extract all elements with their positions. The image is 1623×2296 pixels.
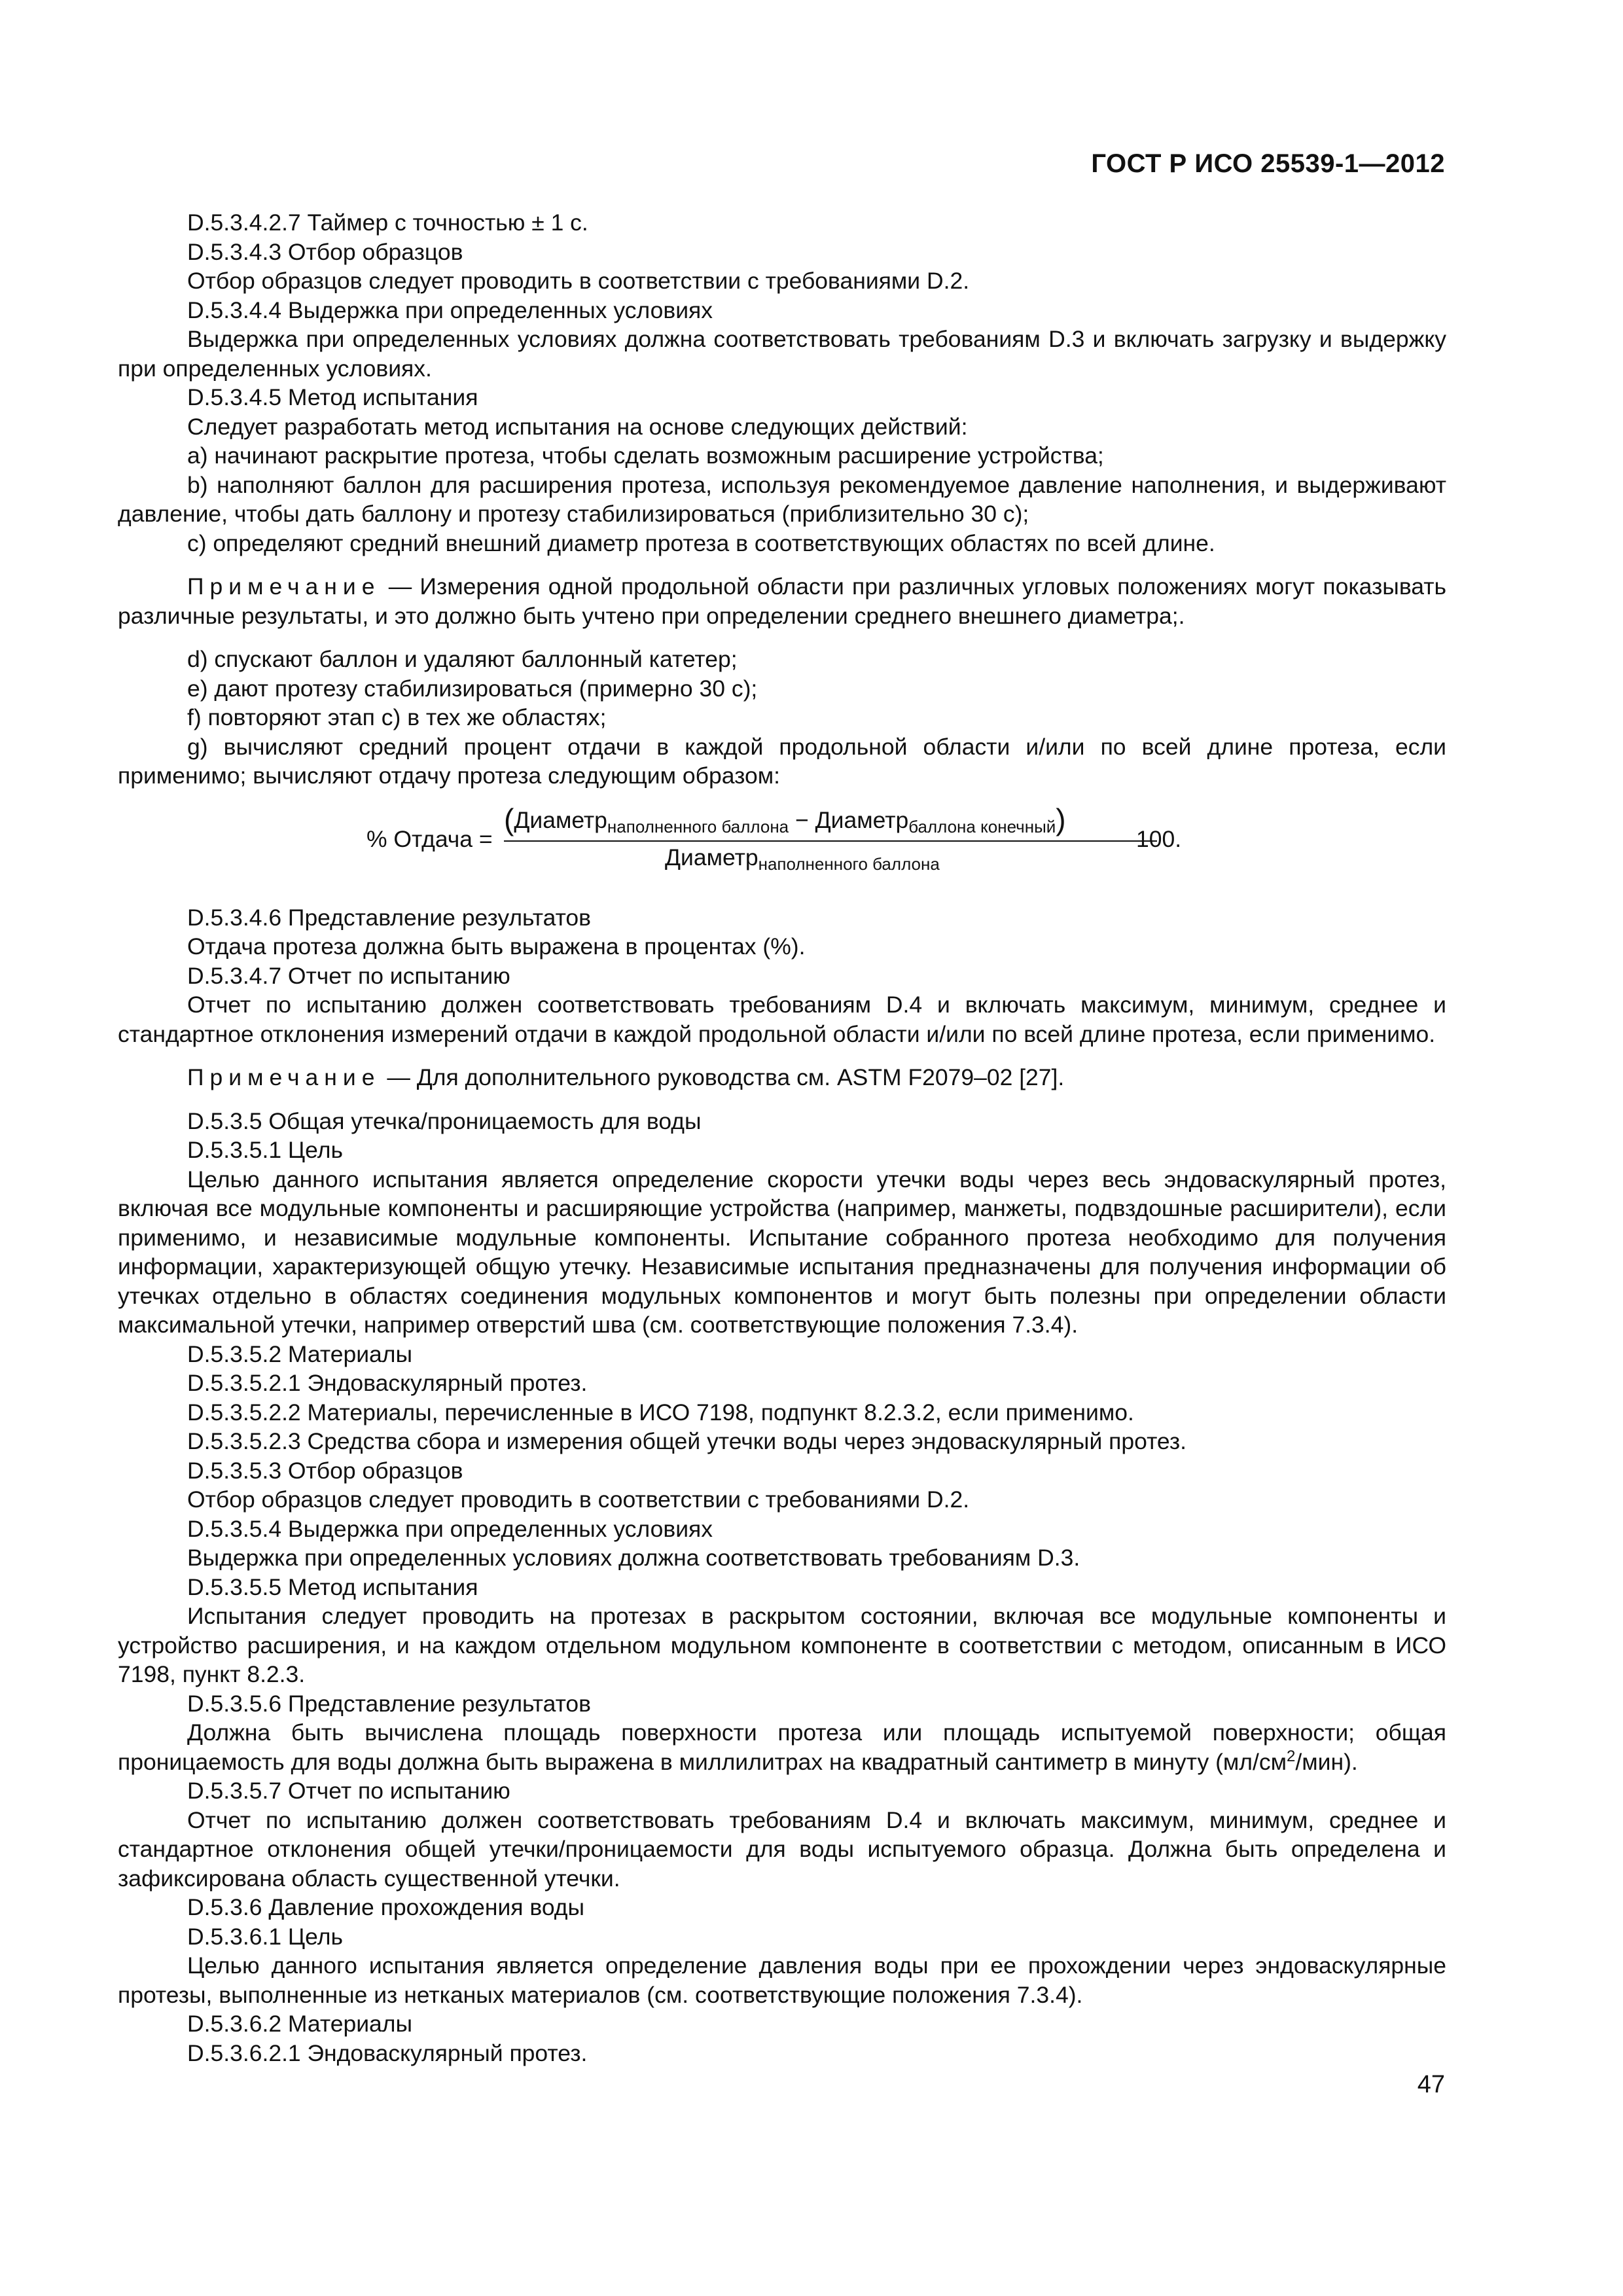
section-heading: D.5.3.4.4 Выдержка при определенных условиях [187,296,713,323]
list-item: a) начинают раскрытие протеза, чтобы сделать возможным расширение устройства; [187,442,1104,469]
paragraph: Должна быть вычислена площадь поверхности протеза или площадь испытуемой поверхности; общая проницаемость для воды должна быть выражена в миллилитрах на квадратный сантиметр в минуту $(мл/см^2/мин)$. [118,1719,1446,1775]
document-header: ГОСТ Р ИСО 25539-1—2012 [1091,149,1445,178]
section-heading: D.5.3.6.2 Материалы [187,2011,413,2037]
formula-multiplier: 100. [1136,825,1182,852]
section-heading: D.5.3.5.3 Отбор образцов [187,1457,463,1484]
paragraph: Отдача протеза должна быть выражена в процентах (%). [187,933,806,960]
fraction-bar [504,840,1157,842]
recoil-formula [118,802,1446,894]
note-text: — Для дополнительного руководства см. ASTM F2079–02 [27]. [380,1064,1065,1090]
list-item: d) спускают баллон и удаляют баллонный катетер; [187,646,738,672]
paragraph: D.5.3.4.2.7 Таймер с точностью ± 1 с. [187,209,588,236]
section-heading: D.5.3.4.5 Метод испытания [187,384,478,410]
paragraph: Отбор образцов следует проводить в соответствии с требованиями D.2. [187,268,970,294]
paragraph: Отчет по испытанию должен соответствовать требованиям D.4 и включать максимум, минимум, среднее и стандартное отклонения измерений отдачи в каждой продольной области и/или по всей длине протеза, если применимо. [118,992,1446,1047]
list-item: b) наполняют баллон для расширения протеза, используя рекомендуемое давление наполнения, и выдерживают давление, чтобы дать баллону и протезу стабилизироваться (приблизительно 30 с); [118,471,1446,527]
note-label: Примечание [187,1064,381,1090]
section-heading: D.5.3.5.1 Цель [187,1137,343,1163]
list-item: c) определяют средний внешний диаметр протеза в соответствующих областях по всей длине. [187,529,1215,556]
formula-denominator: Диаметр$_{наполненного баллона}$ [665,844,940,874]
list-item: e) дают протезу стабилизироваться (примерно 30 с); [187,675,758,702]
section-heading: D.5.3.5.4 Выдержка при определенных условиях [187,1515,713,1542]
paragraph: Целью данного испытания является определение скорости утечки воды через весь эндоваскулярный протез, включая все модульные компоненты и расширяющие устройства (например, манжеты, подвздошные расширители), если применимо, и независимые модульные компоненты. Испытание собранного протеза необходимо для получения информации, характеризующей общую утечку. Независимые испытания предназначены для получения информации об утечках отдельно в областях соединения модульных компонентов и могут быть полезны при определении области максимальной утечки, например отверстий шва (см. соответствующие положения 7.3.4). [118,1166,1446,1338]
section-heading: D.5.3.5.2 Материалы [187,1340,413,1367]
formula-numerator: (Диаметр$_{наполненного баллона}$ − Диаметр$_{баллона конечный}$) [504,802,1066,836]
paragraph: D.5.3.5.2.1 Эндоваскулярный протез. [187,1370,588,1396]
section-heading: D.5.3.4.6 Представление результатов [187,904,592,931]
section-heading: D.5.3.5.7 Отчет по испытанию [187,1778,510,1804]
section-heading: D.5.3.5.5 Метод испытания [187,1573,478,1600]
section-heading: D.5.3.4.3 Отбор образцов [187,238,463,265]
section-heading: D.5.3.4.7 Отчет по испытанию [187,962,510,989]
list-item: f) повторяют этап c) в тех же областях; [187,704,607,730]
section-heading: D.5.3.6 Давление прохождения воды [187,1894,585,1920]
section-heading: D.5.3.5.6 Представление результатов [187,1690,592,1717]
paragraph: Выдержка при определенных условиях должна соответствовать требованиям D.3. [187,1545,1080,1571]
list-item: g) вычисляют средний процент отдачи в каждой продольной области и/или по всей длине протеза, если применимо; вычисляют отдачу протеза следующим образом: [118,733,1446,789]
paragraph: D.5.3.6.2.1 Эндоваскулярный протез. [187,2039,588,2066]
note [118,572,1446,630]
formula-lhs: % Отдача = [366,825,493,852]
paragraph: D.5.3.5.2.2 Материалы, перечисленные в ИСО 7198, подпункт 8.2.3.2, если применимо. [187,1399,1134,1426]
paragraph: Следует разработать метод испытания на основе следующих действий: [187,413,968,440]
paragraph: Выдержка при определенных условиях должна соответствовать требованиям D.3 и включать загрузку и выдержку при определенных условиях. [118,326,1446,382]
paragraph: Отбор образцов следует проводить в соответствии с требованиями D.2. [187,1486,970,1513]
paragraph: D.5.3.5.2.3 Средства сбора и измерения общей утечки воды через эндоваскулярный протез. [187,1428,1187,1454]
note [118,1063,1446,1092]
page-number: 47 [1417,2071,1445,2098]
paragraph: Отчет по испытанию должен соответствовать требованиям D.4 и включать максимум, минимум, среднее и стандартное отклонения общей утечки/проницаемости для воды испытуемого образца. Должна быть определена и зафиксирована область существенной утечки. [118,1806,1446,1892]
note-text: — Измерения одной продольной области при различных угловых положениях могут показывать различные результаты, и это должно быть учтено при определении среднего внешнего диаметра;. [118,573,1446,629]
section-heading: D.5.3.5 Общая утечка/проницаемость для воды [187,1107,702,1134]
document-body [118,208,1446,2068]
paragraph: Испытания следует проводить на протезах в раскрытом состоянии, включая все модульные компоненты и устройство расширения, и на каждом отдельном модульном компоненте в соответствии с методом, описанным в ИСО 7198, пункт 8.2.3. [118,1603,1446,1687]
section-heading: D.5.3.6.1 Цель [187,1923,343,1950]
paragraph: Целью данного испытания является определение давления воды при ее прохождении через эндоваскулярные протезы, выполненные из нетканых материалов (см. соответствующие положения 7.3.4). [118,1952,1446,2008]
note-label: Примечание [187,573,381,600]
